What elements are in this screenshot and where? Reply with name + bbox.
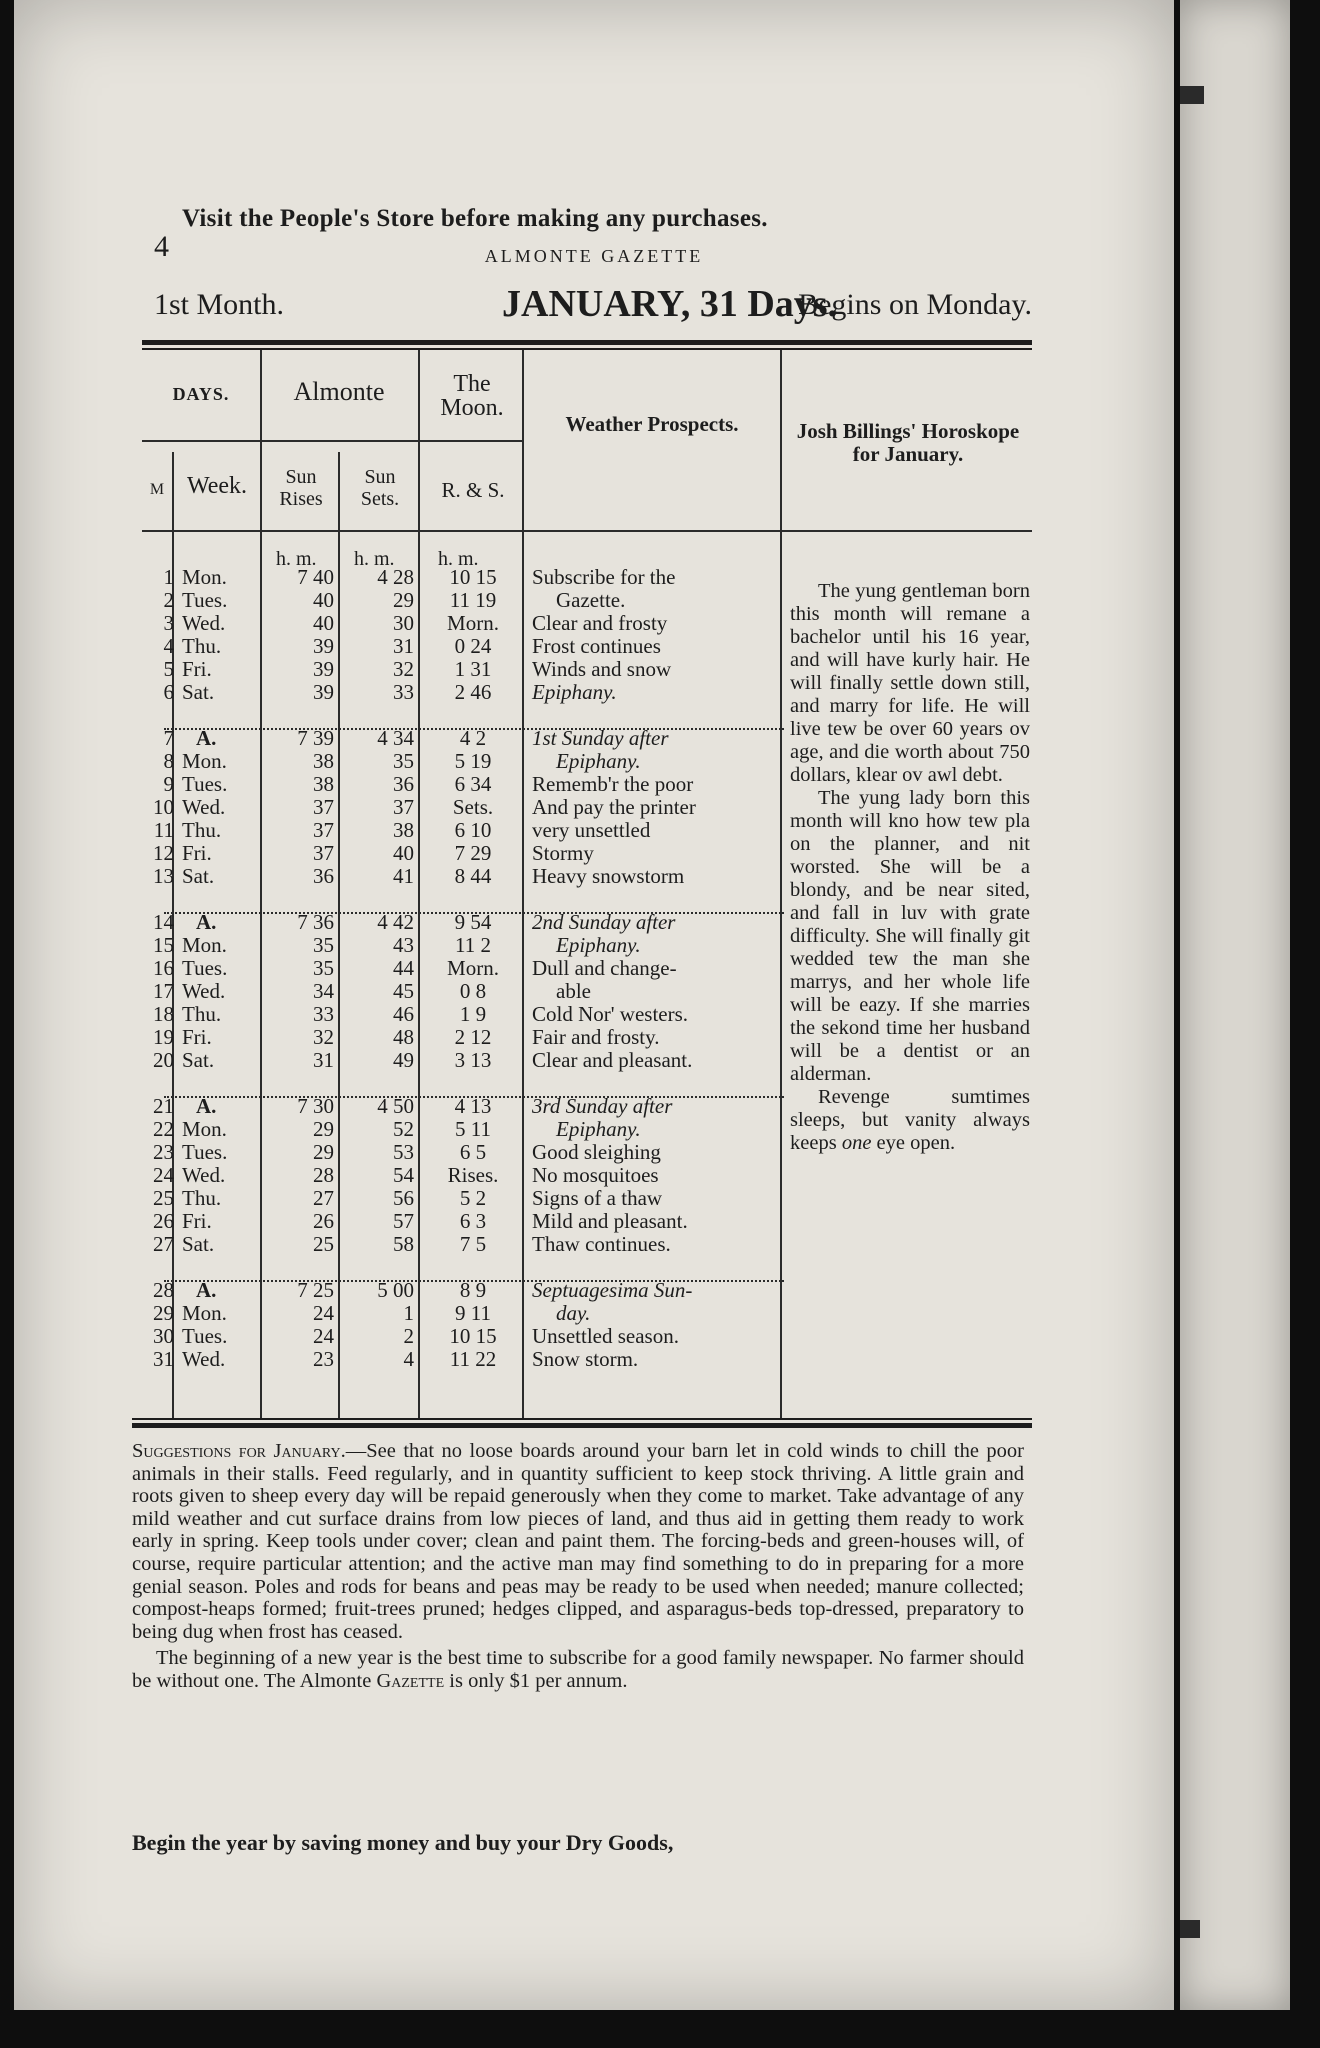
sun-set: 44 — [393, 956, 414, 980]
day-number: 22 — [153, 1117, 174, 1141]
moon-time: 5 11 — [455, 1117, 491, 1141]
weekday: Wed. — [182, 1163, 226, 1187]
sun-set: 46 — [393, 1002, 414, 1026]
page-number: 4 — [154, 230, 169, 263]
moon-time: 3 13 — [454, 1048, 492, 1072]
sun-set: 4 28 — [377, 565, 414, 589]
horoscope-text-c: eye open. — [871, 1132, 956, 1154]
moon-time: 7 29 — [454, 841, 492, 865]
day-number: 23 — [153, 1140, 174, 1164]
header-moon-rs: R. & S. — [441, 478, 505, 502]
weekday: Tues. — [182, 772, 228, 796]
sun-rise: 40 — [313, 611, 334, 635]
suggestions-heading: Suggestions for January. — [132, 1440, 346, 1462]
sun-set: 2 — [403, 1324, 414, 1348]
horoscope-text-a: Revenge sumtimes sleeps, but vanity always keeps — [790, 1086, 1030, 1154]
sun-set: 41 — [393, 864, 414, 888]
sun-rise: 7 39 — [297, 726, 334, 750]
suggestions-body: —See that no loose boards around your barn let in cold winds to chill the poor animals in their stalls. Feed regularly, and in quantity sufficient to keep stock thriving. A little grain and roots given to sheep every day will be repaid generously when they come to market. Take advantage of any mild weather and cut surface drains from low pieces of land, and thus aid in getting them ready to work early in spring. Keep tools under cover; clean and paint them. The forcing-beds and green-houses will, of course, require particular attention; and the active man may find something to do in preparing for a more genial season. Poles and rods for beans and peas may be ready to be used when needed; manure collected; compost-heaps formed; fruit-trees pruned; hedges clipped, and asparagus-beds top-dressed, preparatory to being dug when frost has ceased. — [132, 1440, 1024, 1643]
sun-set: 36 — [393, 772, 414, 796]
day-number: 20 — [153, 1048, 174, 1072]
weather-note: Unsettled season. — [532, 1324, 679, 1348]
weather-note: Heavy snowstorm — [532, 864, 685, 888]
sun-rise: 35 — [313, 933, 334, 957]
weather-note: Clear and frosty — [532, 611, 668, 635]
day-number: 10 — [153, 795, 174, 819]
weather-note: day. — [556, 1301, 591, 1325]
day-number: 5 — [163, 657, 174, 681]
sun-rise: 39 — [313, 680, 334, 704]
weather-note: Epiphany. — [532, 680, 617, 704]
weather-note: Dull and change- — [532, 956, 677, 980]
sun-set: 30 — [393, 611, 414, 635]
day-number: 6 — [163, 680, 174, 704]
month-begins: Begins on Monday. — [798, 288, 1032, 321]
weekday: Thu. — [182, 818, 222, 842]
weather-note: able — [556, 979, 591, 1003]
weather-note: Frost continues — [532, 634, 661, 658]
sun-rise: 38 — [313, 772, 334, 796]
moon-time: 11 2 — [455, 933, 491, 957]
day-number: 12 — [153, 841, 174, 865]
moon-time: 6 3 — [459, 1209, 487, 1233]
moon-time: 6 10 — [454, 818, 492, 842]
col-divider-days — [260, 350, 262, 1418]
weekday: Mon. — [182, 1117, 227, 1141]
moon-time: 2 12 — [454, 1025, 492, 1049]
weekday: A. — [196, 1278, 217, 1302]
day-number: 3 — [163, 611, 174, 635]
units-set: h. m. — [354, 548, 395, 570]
day-number: 31 — [153, 1347, 174, 1371]
weekday: Tues. — [182, 1140, 228, 1164]
bottom-line: Begin the year by saving money and buy your Dry Goods, — [132, 1830, 674, 1855]
month-header — [142, 282, 1032, 332]
weather-note: Winds and snow — [532, 657, 672, 681]
weekday: A. — [196, 910, 217, 934]
page-edge-mark — [1180, 1920, 1200, 1938]
table-top-rule-thin — [142, 348, 1032, 350]
weekday: Wed. — [182, 611, 226, 635]
weekday: Sat. — [182, 864, 215, 888]
sun-set: 52 — [393, 1117, 414, 1141]
sun-set: 5 00 — [377, 1278, 414, 1302]
weekday: Fri. — [182, 657, 212, 681]
moon-time: 9 54 — [454, 910, 492, 934]
moon-time: 4 2 — [459, 726, 487, 750]
day-number: 30 — [153, 1324, 174, 1348]
horoscope-paragraph — [790, 1086, 1030, 1155]
moon-time: 0 24 — [454, 634, 492, 658]
day-number: 24 — [153, 1163, 174, 1187]
sun-rise: 38 — [313, 749, 334, 773]
sun-set: 48 — [393, 1025, 414, 1049]
day-number: 4 — [163, 634, 174, 658]
sun-set: 1 — [403, 1301, 414, 1325]
sun-rise: 27 — [313, 1186, 334, 1210]
horoscope-text — [790, 580, 1030, 1155]
weekday: A. — [196, 1094, 217, 1118]
moon-time: 6 34 — [454, 772, 492, 796]
weather-note: Mild and pleasant. — [532, 1209, 688, 1233]
weekday: Wed. — [182, 1347, 226, 1371]
subscribe-text-c: is only $1 per annum. — [444, 1669, 628, 1692]
weekday: Wed. — [182, 795, 226, 819]
sun-rise: 29 — [313, 1117, 334, 1141]
sun-set: 32 — [393, 657, 414, 681]
weather-note: Thaw continues. — [532, 1232, 671, 1256]
moon-time: 8 44 — [454, 864, 492, 888]
weekday: Fri. — [182, 1209, 212, 1233]
header-sub-rule — [142, 440, 522, 442]
publication-name: ALMONTE GAZETTE — [484, 246, 704, 266]
horoscope-paragraph: The yung lady born this month will kno how tew pla on the planner, and nit worsted. She will be a blondy, and be near sited, and fall in luv with grate difficulty. She will finally git wedded tew the man she marrys, and her whole life will be eazy. If she marries the sekond time her husband will be a dentist or an alderman. — [790, 787, 1030, 1085]
weather-note: Subscribe for the — [532, 565, 676, 589]
sun-set: 4 50 — [377, 1094, 414, 1118]
almanac-page — [14, 0, 1174, 2010]
sun-rise: 33 — [313, 1002, 334, 1026]
moon-time: 4 13 — [454, 1094, 492, 1118]
sun-rise: 34 — [313, 979, 334, 1003]
weekday: Fri. — [182, 841, 212, 865]
sun-rise: 24 — [313, 1301, 334, 1325]
sun-set: 4 34 — [377, 726, 414, 750]
weather-note: Epiphany. — [556, 1117, 641, 1141]
sun-rise: 7 40 — [297, 565, 334, 589]
weather-note: Epiphany. — [556, 749, 641, 773]
table-top-rule — [142, 340, 1032, 345]
sun-rise: 25 — [313, 1232, 334, 1256]
moon-time: Sets. — [452, 795, 494, 819]
sun-rise: 28 — [313, 1163, 334, 1187]
sun-set: 40 — [393, 841, 414, 865]
sun-rise: 40 — [313, 588, 334, 612]
header-horoscope: Josh Billings' Horoskope for January. — [796, 419, 1020, 466]
sun-set: 43 — [393, 933, 414, 957]
sun-set: 57 — [393, 1209, 414, 1233]
sun-rise: 32 — [313, 1025, 334, 1049]
sun-rise: 7 30 — [297, 1094, 334, 1118]
sun-set: 35 — [393, 749, 414, 773]
subscribe-gazette: Gazette — [376, 1669, 445, 1692]
units-moon: h. m. — [438, 548, 479, 570]
weather-note: Good sleighing — [532, 1140, 661, 1164]
weather-note: Fair and frosty. — [532, 1025, 660, 1049]
sun-set: 49 — [393, 1048, 414, 1072]
weekday: Mon. — [182, 749, 227, 773]
sun-rise: 26 — [313, 1209, 334, 1233]
weather-note: No mosquitoes — [532, 1163, 659, 1187]
sun-set: 45 — [393, 979, 414, 1003]
sun-rise: 35 — [313, 956, 334, 980]
moon-time: 1 9 — [459, 1002, 487, 1026]
weekday: Sat. — [182, 680, 215, 704]
moon-time: 0 8 — [459, 979, 487, 1003]
header-sun-sets: Sun Sets. — [360, 466, 400, 510]
moon-time: Morn. — [447, 611, 499, 635]
sun-rise: 7 25 — [297, 1278, 334, 1302]
weekday: Sat. — [182, 1232, 215, 1256]
table-bottom-rule-thin — [132, 1418, 1032, 1420]
weekday: Thu. — [182, 634, 222, 658]
col-divider-moon — [522, 350, 524, 1418]
header-days: DAYS. — [172, 384, 230, 404]
weekday: Mon. — [182, 565, 227, 589]
sun-set: 33 — [393, 680, 414, 704]
weather-note: Epiphany. — [556, 933, 641, 957]
suggestions-section — [132, 1440, 1024, 1693]
col-divider-weather — [780, 350, 782, 1418]
day-number: 2 — [163, 588, 174, 612]
weather-note: Cold Nor' westers. — [532, 1002, 689, 1026]
day-number: 27 — [153, 1232, 174, 1256]
day-number: 26 — [153, 1209, 174, 1233]
weather-note: Signs of a thaw — [532, 1186, 663, 1210]
day-number: 8 — [163, 749, 174, 773]
day-number: 19 — [153, 1025, 174, 1049]
header-sun-rises: Sun Rises — [279, 466, 323, 510]
weekday: Sat. — [182, 1048, 215, 1072]
weather-note: Rememb'r the poor — [532, 772, 694, 796]
moon-time: 9 11 — [455, 1301, 491, 1325]
sun-rise: 39 — [313, 634, 334, 658]
weekday: Tues. — [182, 1324, 228, 1348]
col-divider-almonte — [418, 350, 420, 1418]
day-number: 18 — [153, 1002, 174, 1026]
day-number: 7 — [163, 726, 174, 750]
sun-set: 29 — [393, 588, 414, 612]
page-edge-mark — [1180, 86, 1204, 104]
header-bottom-rule — [142, 530, 1032, 532]
weekday: Thu. — [182, 1186, 222, 1210]
header-m: M — [149, 481, 165, 498]
table-bottom-rule — [132, 1423, 1032, 1428]
sun-set: 4 42 — [377, 910, 414, 934]
day-number: 21 — [153, 1094, 174, 1118]
col-divider-rise — [338, 452, 340, 1418]
weekday: Wed. — [182, 979, 226, 1003]
weather-note: Stormy — [532, 841, 594, 865]
moon-time: 5 19 — [454, 749, 492, 773]
sun-set: 56 — [393, 1186, 414, 1210]
sun-set: 38 — [393, 818, 414, 842]
sun-rise: 24 — [313, 1324, 334, 1348]
weather-note: Septuagesima Sun- — [532, 1278, 693, 1302]
moon-time: 11 22 — [449, 1347, 497, 1371]
weather-note: 1st Sunday after — [532, 726, 669, 750]
moon-time: 10 15 — [449, 565, 497, 589]
sun-set: 53 — [393, 1140, 414, 1164]
weekday: Mon. — [182, 933, 227, 957]
horoscope-text-b: one — [841, 1132, 872, 1154]
header-weather: Weather Prospects. — [565, 412, 739, 436]
sun-rise: 31 — [313, 1048, 334, 1072]
moon-time: Morn. — [447, 956, 499, 980]
suggestions-paragraph — [132, 1440, 1024, 1643]
weekday: Thu. — [182, 1002, 222, 1026]
moon-time: 11 19 — [449, 588, 497, 612]
moon-time: 10 15 — [449, 1324, 497, 1348]
sun-set: 31 — [393, 634, 414, 658]
sun-rise: 39 — [313, 657, 334, 681]
header-week: Week. — [186, 473, 248, 499]
adjacent-page-edge — [1180, 0, 1290, 2010]
header-almonte: Almonte — [293, 377, 385, 406]
month-title: JANUARY, 31 Days. — [502, 283, 838, 325]
sun-set: 37 — [393, 795, 414, 819]
day-number: 29 — [153, 1301, 174, 1325]
sun-set: 4 — [403, 1347, 414, 1371]
weekday: Mon. — [182, 1301, 227, 1325]
units-rise: h. m. — [276, 548, 317, 570]
sun-set: 58 — [393, 1232, 414, 1256]
day-number: 1 — [163, 565, 174, 589]
day-number: 25 — [153, 1186, 174, 1210]
month-label: 1st Month. — [154, 288, 285, 321]
day-number: 15 — [153, 933, 174, 957]
moon-time: 8 9 — [459, 1278, 487, 1302]
moon-time: Rises. — [447, 1163, 499, 1187]
day-number: 9 — [163, 772, 174, 796]
weekday: Tues. — [182, 588, 228, 612]
sun-rise: 36 — [313, 864, 334, 888]
weather-note: Clear and pleasant. — [532, 1048, 693, 1072]
weekday: A. — [196, 726, 217, 750]
day-number: 14 — [153, 910, 174, 934]
moon-time: 1 31 — [454, 657, 492, 681]
weather-note: Snow storm. — [532, 1347, 639, 1371]
weather-note: 2nd Sunday after — [532, 910, 676, 934]
moon-time: 2 46 — [454, 680, 492, 704]
day-number: 16 — [153, 956, 174, 980]
sun-set: 54 — [393, 1163, 414, 1187]
weekday: Tues. — [182, 956, 228, 980]
moon-time: 5 2 — [459, 1186, 487, 1210]
top-banner: Visit the People's Store before making any purchases. — [182, 205, 768, 232]
moon-time: 6 5 — [459, 1140, 487, 1164]
horoscope-paragraph: The yung gentleman born this month will remane a bachelor until his 16 year, and will have kurly hair. He will finally settle down still, and marry for life. He will live tew be over 60 years ov age, and die worth about 750 dollars, klear ov awl debt. — [790, 580, 1030, 786]
weather-note: Gazette. — [556, 588, 626, 612]
sun-rise: 23 — [313, 1347, 334, 1371]
subscribe-text-a: The beginning of a new year is the best time to subscribe for a good family newspaper. No farmer should be without one. The Almonte — [132, 1647, 1024, 1692]
header-moon: The Moon. — [440, 371, 504, 421]
sun-rise: 37 — [313, 818, 334, 842]
sun-rise: 7 36 — [297, 910, 334, 934]
weekday: Fri. — [182, 1025, 212, 1049]
weather-note: 3rd Sunday after — [532, 1094, 673, 1118]
moon-time: 7 5 — [459, 1232, 487, 1256]
day-number: 11 — [153, 818, 174, 842]
sun-rise: 37 — [313, 841, 334, 865]
sun-rise: 37 — [313, 795, 334, 819]
day-number: 13 — [153, 864, 174, 888]
weather-note: And pay the printer — [532, 795, 696, 819]
day-number: 17 — [153, 979, 174, 1003]
sun-rise: 29 — [313, 1140, 334, 1164]
day-number: 28 — [153, 1278, 174, 1302]
subscribe-paragraph — [132, 1647, 1024, 1692]
weather-note: very unsettled — [532, 818, 651, 842]
